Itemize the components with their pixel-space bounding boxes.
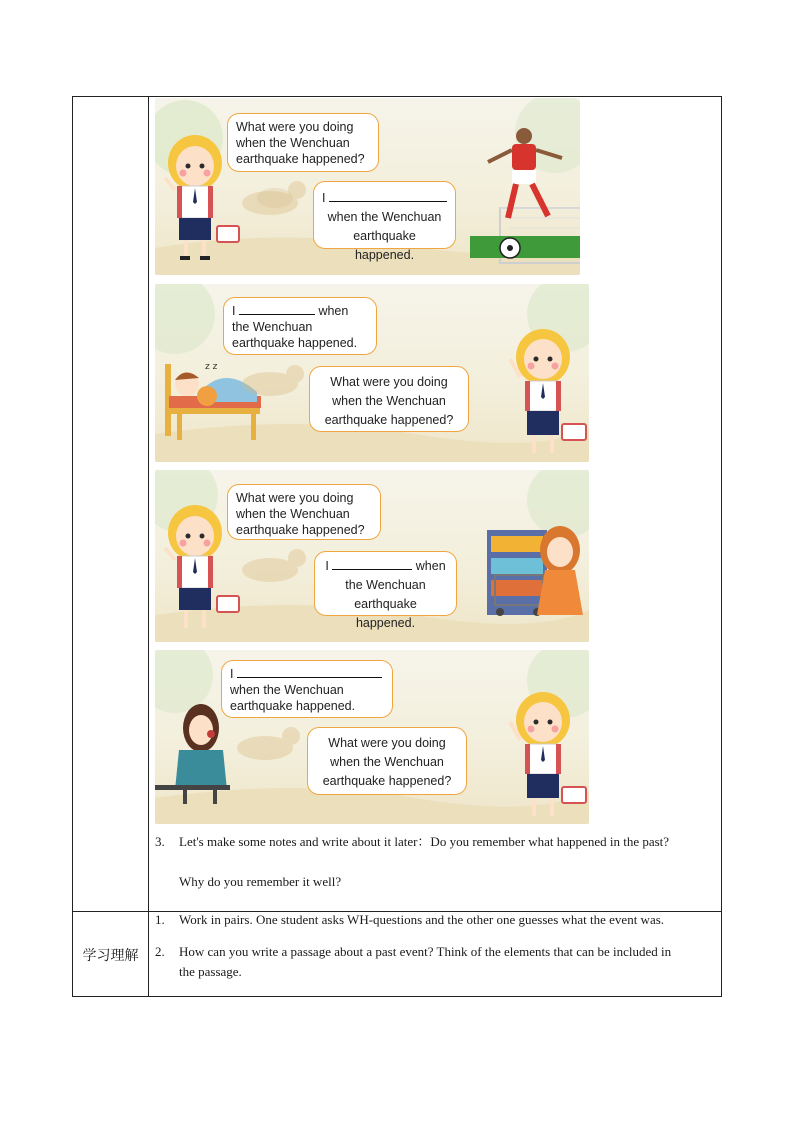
illustration-panel-shopping: [155, 470, 589, 642]
svg-text:z z: z z: [205, 362, 218, 372]
question-bubble: What were you doing when the Wenchuan earthquake happened?: [307, 727, 467, 795]
question-bubble: What were you doing when the Wenchuan earthquake happened?: [227, 484, 381, 540]
question-bubble: What were you doing when the Wenchuan earthquake happened?: [309, 366, 469, 432]
answer-blank[interactable]: [332, 558, 412, 570]
answer-blank[interactable]: [329, 190, 447, 202]
answer-blank[interactable]: [237, 666, 382, 678]
supermarket-shelf-and-cart: [487, 526, 583, 616]
illustration-panel-football: [155, 98, 580, 275]
answer-bubble: I when the Wenchuan earthquake happened.: [314, 551, 457, 616]
answer-blank[interactable]: [239, 303, 315, 315]
illustration-panel-phone-call: [155, 650, 589, 824]
answer-bubble: I when the Wenchuan earthquake happened.: [223, 297, 377, 355]
section2-item-2: 2. How can you write a passage about a past event? Think of the elements that can be included in the passage.: [155, 944, 672, 979]
answer-bubble: I when the Wenchuan earthquake happened.: [313, 181, 456, 249]
woman-on-phone: [155, 704, 230, 804]
section2-item-1: 1. Work in pairs. One student asks WH-questions and the other one guesses what the event was.: [155, 912, 665, 927]
question-bubble: What were you doing when the Wenchuan earthquake happened?: [227, 113, 379, 172]
section-label: 学习理解: [82, 947, 139, 964]
illustration-panel-sleeping: [155, 284, 589, 462]
column-divider: [148, 97, 149, 996]
answer-bubble: I when the Wenchuan earthquake happened.: [221, 660, 393, 718]
task-3: 3. Let's make some notes and write about it later：Do you remember what happened in the past? Why do you remember it well?: [155, 834, 670, 889]
